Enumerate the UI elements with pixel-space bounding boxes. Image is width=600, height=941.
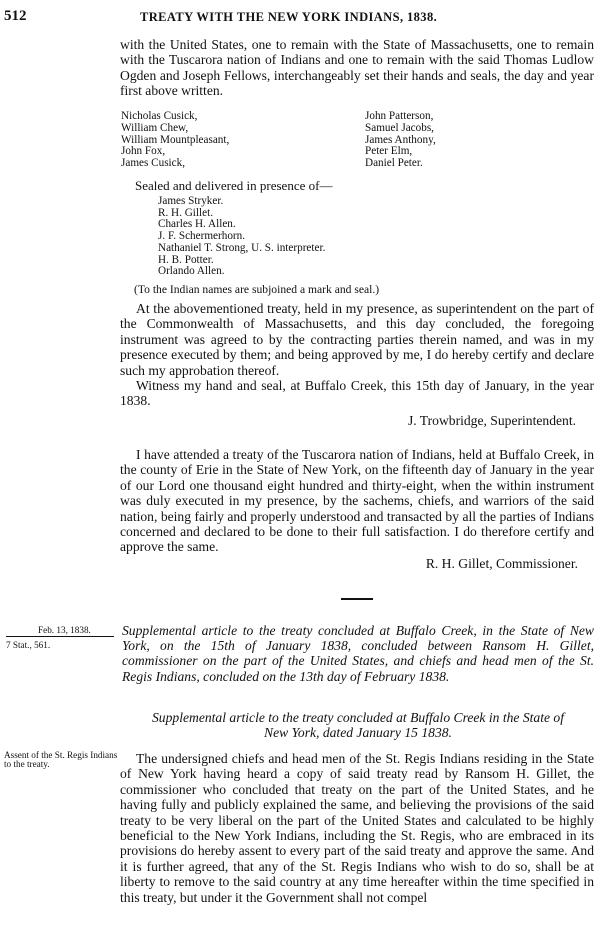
witness: J. F. Schermerhorn.: [158, 230, 246, 243]
supplemental-heading: Supplemental article to the treaty concluded at Buffalo Creek, in the State of New York, on the 15th of January 1838, concluded between Ransom H. Gillet, commissioner on the part of the United States, and chiefs and head men of the St. Regis Indians, concluded on the 13th day of February 1838.: [122, 623, 594, 684]
witness: Nathaniel T. Strong, U. S. interpreter.: [158, 241, 326, 254]
witness: Orlando Allen.: [158, 265, 225, 278]
signatories-right: [365, 111, 436, 170]
witness-list: [158, 196, 325, 278]
margin-rule: [6, 636, 114, 637]
gillet-certificate: [120, 447, 594, 571]
margin-note-date: Feb. 13, 1838.: [38, 625, 91, 635]
signatory: Nicholas Cusick,: [121, 110, 198, 122]
witness-line: Witness my hand and seal, at Buffalo Creek, this 15th day of January, in the year 1838.: [120, 378, 594, 409]
margin-note-statute: 7 Stat., 561.: [6, 640, 51, 650]
trowbridge-certificate: [120, 301, 594, 428]
signatory: John Patterson,: [365, 110, 434, 122]
signatory: Peter Elm,: [365, 145, 413, 158]
indian-names-note: (To the Indian names are subjoined a mark and seal.): [134, 283, 380, 296]
signatory: William Chew,: [121, 121, 189, 134]
signatory: James Cusick,: [121, 157, 186, 170]
signatory: John Fox,: [121, 145, 166, 158]
witness: H. B. Potter.: [158, 253, 214, 266]
trowbridge-signature: J. Trowbridge, Superintendent.: [407, 412, 576, 428]
sealed-label: Sealed and delivered in presence of—: [135, 178, 333, 193]
gillet-signature: R. H. Gillet, Commissioner.: [425, 555, 578, 571]
running-head: TREATY WITH THE NEW YORK INDIANS, 1838.: [140, 10, 438, 24]
margin-note-assent: Assent of the St. Regis Indians to the treaty.: [4, 750, 118, 770]
st-regis-paragraph: The undersigned chiefs and head men of the St. Regis Indians residing in the State of New York having heard a copy of said treaty read by Ransom H. Gillet, the commissioner who concluded that treaty on the part of the United States, and he having fully and publicly explained the same, and believing the provisions of the said treaty to be very liberal on the part of the United States and calculated to be highly beneficial to the New York Indians, including the St. Regis, who are embraced in its provisions do hereby assent to every part of the said treaty and approve the same. And it is further agreed, that any of the St. Regis Indians who wish to do so, shall be at liberty to remove to the said country at any time hereafter within the time specified in this treaty, but under it the Government shall not compel: [120, 751, 594, 905]
trowbridge-paragraph: At the abovementioned treaty, held in my presence, as superintendent on the part of the Commonwealth of Massachusetts, and this day concluded, the foregoing instrument was agreed to by the contracting parties therein named, and was in my presence executed by them; and being approved by me, I do hereby certify and declare such my approbation thereof.: [120, 301, 594, 378]
gillet-paragraph: I have attended a treaty of the Tuscarora nation of Indians, held at Buffalo Creek, in the county of Erie in the State of New York, on the fifteenth day of January in the year of our Lord one thousand eight hundred and thirty-eight, when the within instrument was duly executed in my presence, by the sachems, chiefs, and warriors of the said nation, being fairly and properly understood and transacted by all the parties of Indians concerned and declared to be done to their full satisfaction. I do therefore certify and approve the same.: [120, 447, 594, 555]
page-number: 512: [4, 8, 27, 24]
signatory: Daniel Peter.: [365, 157, 423, 170]
witness: James Stryker.: [158, 195, 224, 207]
section-divider: [341, 598, 373, 600]
witness: Charles H. Allen.: [158, 218, 236, 231]
signatories-left: [121, 111, 229, 170]
opening-paragraph: with the United States, one to remain with the State of Massachusetts, one to remain with the Tuscarora nation of Indians and one to remain with the said Thomas Ludlow Ogden and Joseph Fellows, interchangeably set their hands and seals, the day and year first above written.: [120, 37, 594, 99]
signatory: William Mountpleasant,: [121, 133, 230, 146]
witness: R. H. Gillet.: [158, 206, 214, 219]
signatory: Samuel Jacobs,: [365, 121, 434, 134]
supplemental-subheading: Supplemental article to the treaty concluded at Buffalo Creek in the State of New York, dated January 15 1838.: [152, 710, 564, 741]
signatory: James Anthony,: [365, 133, 436, 146]
